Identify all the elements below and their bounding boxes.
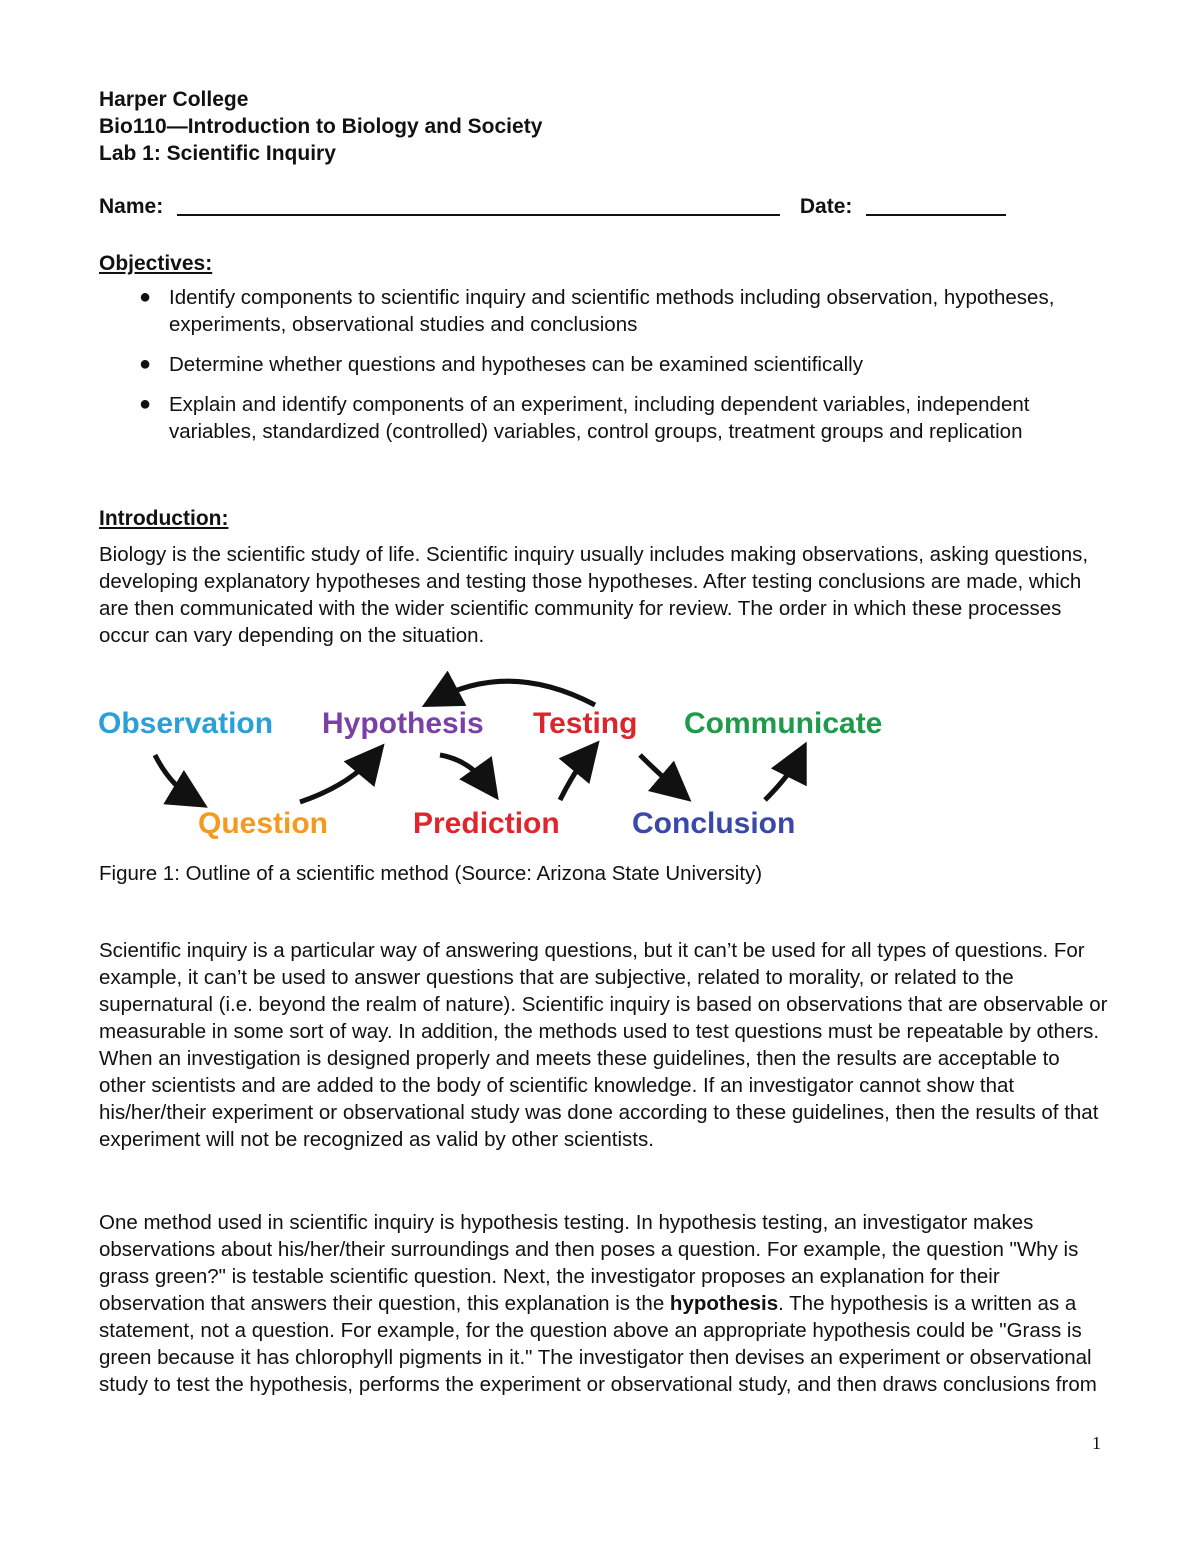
step-prediction: Prediction (413, 807, 560, 840)
name-date-row (99, 195, 1006, 219)
bullet-icon: ● (139, 286, 152, 308)
bullet-icon: ● (139, 393, 152, 415)
arrow-testing-to-conclusion (640, 755, 680, 792)
intro-paragraph: Biology is the scientific study of life. Scientific inquiry usually includes making observations, asking questions, developing explanatory hypotheses and testing those hypotheses. After testing conclusions are made, which are then communicated with the wider scientific community for review. The order in which these processes occur can vary depending on the situation. (99, 543, 1089, 647)
name-field[interactable] (177, 214, 780, 216)
arrow-observation-to-question (155, 755, 195, 800)
scientific-method-diagram (90, 660, 910, 850)
hypothesis-testing-paragraph: One method used in scientific inquiry is hypothesis testing. In hypothesis testing, an investigator makes observations about his/her/their surroundings and then poses a question. For example, the question "Why is grass green?" is testable scientific question. Next, the investigator proposes an explanation for their observation that answers their question, this explanation is the hypothesis. The hypothesis is a written as a statement, not a question. For example, for the question above an appropriate hypothesis could be "Grass is green because it has chlorophyll pigments in it." The investigator then devises an experiment or observational study to test the hypothesis, performs the experiment or observational study, and then draws conclusions from (99, 1211, 1097, 1396)
step-conclusion: Conclusion (632, 807, 796, 840)
date-field[interactable] (866, 214, 1006, 216)
document-header (99, 86, 542, 167)
list-item: ● Explain and identify components of an experiment, including dependent variables, independent variables, standardized (controlled) variables, control groups, treatment groups and replication (139, 393, 1030, 443)
arrow-hypothesis-to-prediction (440, 755, 490, 788)
date-label: Date: (799, 195, 853, 218)
step-hypothesis: Hypothesis (322, 707, 484, 740)
bullet-icon: ● (139, 353, 152, 375)
arrow-testing-back-to-hypothesis (435, 681, 595, 705)
name-label: Name: (99, 195, 164, 218)
college-name: Harper College (99, 88, 249, 111)
arrow-question-to-hypothesis (300, 755, 375, 802)
list-item: ● Identify components to scientific inquiry and scientific methods including observation, hypotheses, experiments, observational studies and conclusions (139, 286, 1055, 336)
introduction-heading: Introduction: (99, 507, 229, 530)
figure-caption: Figure 1: Outline of a scientific method (Source: Arizona State University) (99, 862, 763, 885)
course-title: Bio110—Introduction to Biology and Society (99, 115, 543, 138)
arrow-conclusion-to-communicate (765, 755, 800, 800)
step-observation: Observation (98, 707, 274, 740)
objectives-list (99, 284, 1079, 458)
arrow-prediction-to-testing (560, 752, 590, 800)
page-number: 1 (1092, 1433, 1101, 1453)
objectives-heading: Objectives: (99, 252, 213, 275)
step-testing: Testing (533, 707, 638, 740)
step-communicate: Communicate (684, 707, 883, 740)
step-question: Question (198, 807, 329, 840)
inquiry-paragraph: Scientific inquiry is a particular way of answering questions, but it can’t be used for all types of questions. For example, it can’t be used to answer questions that are subjective, related to morality, or related to the supernatural (i.e. beyond the realm of nature). Scientific inquiry is based on observations that are observable or measurable in some sort of way. In addition, the methods used to test questions must be repeatable by others. When an investigation is designed properly and meets these guidelines, then the results are acceptable to other scientists and are added to the body of scientific knowledge. If an investigator cannot show that his/her/their experiment or observational study was done according to these guidelines, then the results of that experiment will not be recognized as valid by other scientists. (99, 939, 1108, 1151)
list-item: ● Determine whether questions and hypotheses can be examined scientifically (139, 353, 863, 376)
hypothesis-term: hypothesis (669, 1292, 779, 1315)
lab-title: Lab 1: Scientific Inquiry (99, 142, 336, 165)
